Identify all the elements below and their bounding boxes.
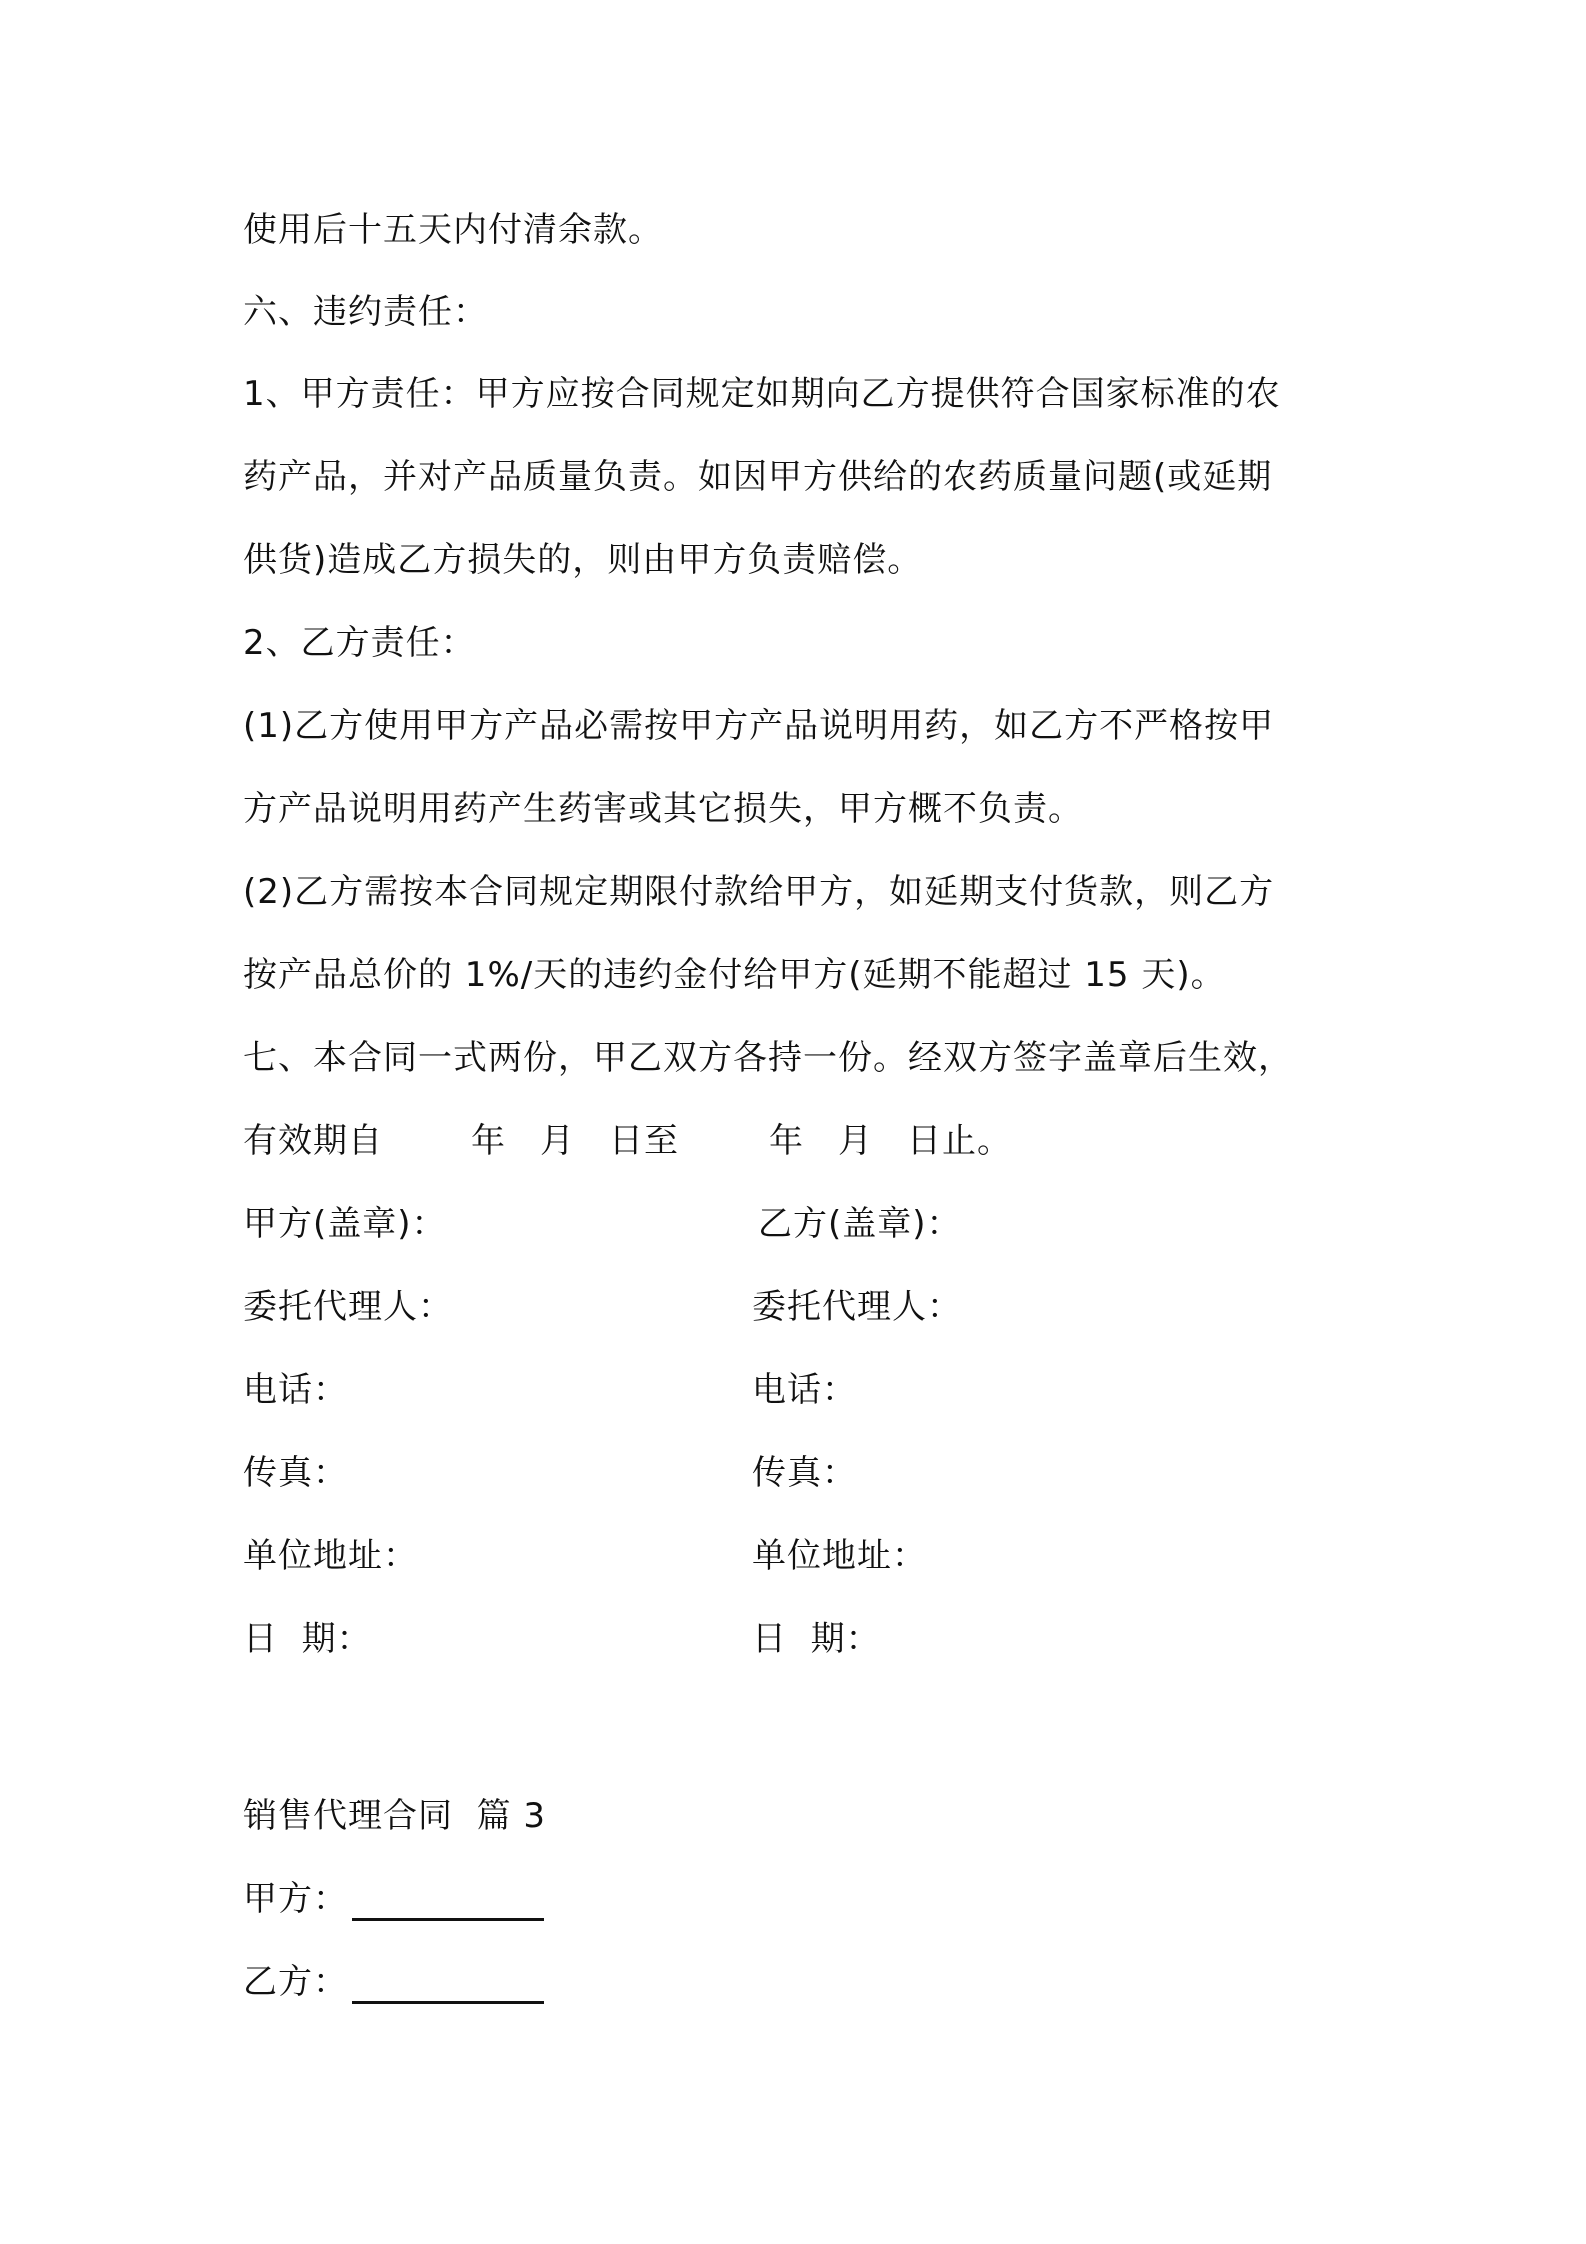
party-b-name-blank [352, 1969, 544, 2004]
party-a-fax-label: 传真： [243, 1453, 348, 1493]
party-b-agent-label: 委托代理人： [752, 1287, 962, 1327]
clause-text-line: 药产品，并对产品质量负责。如因甲方供给的农药质量问题(或延期 [243, 457, 1273, 497]
validity-day-end: 日止。 [907, 1121, 1012, 1161]
section-3-party-a-row [243, 1877, 544, 1921]
section-3-title: 销售代理合同 篇 3 [243, 1796, 547, 1836]
clause-text-line: 七、本合同一式两份，甲乙双方各持一份。经双方签字盖章后生效， [243, 1038, 1293, 1078]
party-a-date-label: 日 期： [243, 1619, 372, 1659]
section-heading-breach: 六、违约责任： [243, 292, 488, 332]
validity-year-to: 年 [769, 1121, 804, 1161]
section-3-party-b-label: 乙方： [243, 1962, 348, 2002]
party-a-phone-label: 电话： [243, 1370, 348, 1410]
party-b-fax-label: 传真： [752, 1453, 857, 1493]
clause-text-line: 使用后十五天内付清余款。 [243, 210, 663, 250]
validity-year-from: 年 [471, 1121, 506, 1161]
party-a-name-blank [352, 1886, 544, 1921]
party-a-address-label: 单位地址： [243, 1536, 418, 1576]
clause-text-line: (1)乙方使用甲方产品必需按甲方产品说明用药，如乙方不严格按甲 [243, 706, 1275, 746]
clause-text-line: 供货)造成乙方损失的，则由甲方负责赔偿。 [243, 540, 923, 580]
clause-text-line: 1、甲方责任：甲方应按合同规定如期向乙方提供符合国家标准的农 [243, 374, 1281, 414]
party-b-date-label: 日 期： [752, 1619, 881, 1659]
clause-heading-party-b: 2、乙方责任： [243, 623, 476, 663]
clause-text-line: 按产品总价的 1%/天的违约金付给甲方(延期不能超过 15 天)。 [243, 955, 1226, 995]
clause-text-line: (2)乙方需按本合同规定期限付款给甲方，如延期支付货款，则乙方 [243, 872, 1275, 912]
validity-month-from: 月 [540, 1121, 575, 1161]
party-a-agent-label: 委托代理人： [243, 1287, 453, 1327]
section-3-party-b-row [243, 1960, 544, 2004]
party-a-seal-label: 甲方(盖章)： [243, 1204, 447, 1244]
validity-month-to: 月 [838, 1121, 873, 1161]
section-3-party-a-label: 甲方： [243, 1879, 348, 1919]
party-b-phone-label: 电话： [752, 1370, 857, 1410]
party-b-seal-label: 乙方(盖章)： [758, 1204, 962, 1244]
validity-period-row [243, 1119, 1012, 1163]
party-b-address-label: 单位地址： [752, 1536, 927, 1576]
clause-text-line: 方产品说明用药产生药害或其它损失，甲方概不负责。 [243, 789, 1083, 829]
validity-day-to: 日至 [609, 1121, 679, 1161]
validity-prefix: 有效期自 [243, 1121, 383, 1161]
